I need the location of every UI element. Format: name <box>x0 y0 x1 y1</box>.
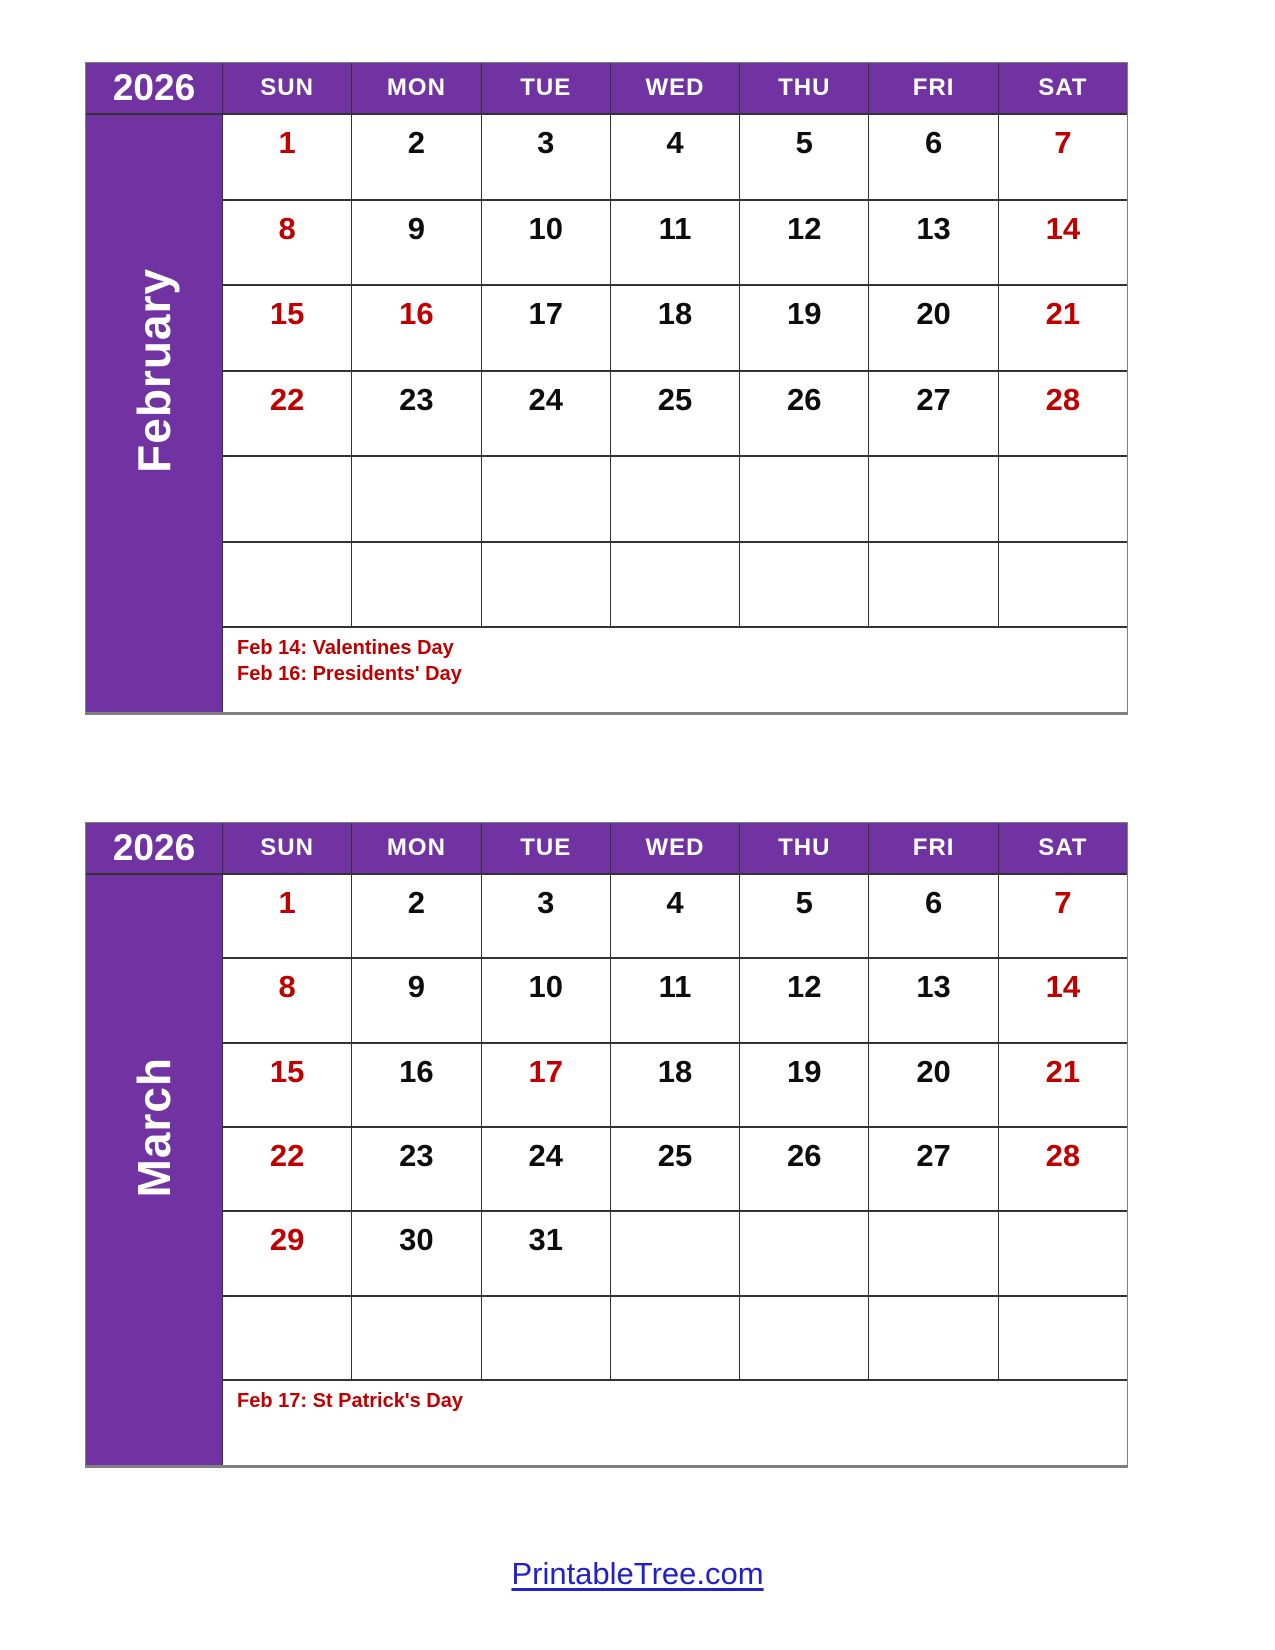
holiday-notes-february <box>223 628 1127 712</box>
day-header-mon: MON <box>352 823 480 873</box>
day-cell-march-1: 1 <box>223 875 351 957</box>
day-cell-march-30: 30 <box>352 1212 480 1294</box>
day-cell-march-17: 17 <box>482 1044 610 1126</box>
day-cell-march-2: 2 <box>352 875 480 957</box>
day-cell-empty <box>352 543 480 627</box>
day-cell-march-7: 7 <box>999 875 1127 957</box>
day-cell-february-24: 24 <box>482 372 610 456</box>
day-cell-empty <box>352 457 480 541</box>
day-cell-march-4: 4 <box>611 875 739 957</box>
day-cell-february-15: 15 <box>223 286 351 370</box>
day-cell-empty <box>611 457 739 541</box>
holiday-note: Feb 16: Presidents' Day <box>237 663 462 685</box>
day-cell-empty <box>611 1212 739 1294</box>
day-cell-march-15: 15 <box>223 1044 351 1126</box>
day-cell-february-16: 16 <box>352 286 480 370</box>
year-label: 2026 <box>86 823 222 873</box>
day-cell-march-10: 10 <box>482 959 610 1041</box>
day-cell-february-21: 21 <box>999 286 1127 370</box>
day-cell-march-31: 31 <box>482 1212 610 1294</box>
day-cell-february-1: 1 <box>223 115 351 199</box>
day-cell-march-26: 26 <box>740 1128 868 1210</box>
day-cell-february-12: 12 <box>740 201 868 285</box>
day-header-fri: FRI <box>869 63 997 113</box>
day-cell-empty <box>740 457 868 541</box>
month-name: February <box>128 268 180 473</box>
day-cell-empty <box>740 1297 868 1379</box>
day-header-thu: THU <box>740 63 868 113</box>
calendar-march-2026 <box>85 822 1128 1468</box>
day-cell-march-12: 12 <box>740 959 868 1041</box>
day-cell-february-8: 8 <box>223 201 351 285</box>
day-header-thu: THU <box>740 823 868 873</box>
day-cell-empty <box>352 1297 480 1379</box>
day-cell-march-22: 22 <box>223 1128 351 1210</box>
day-cell-february-4: 4 <box>611 115 739 199</box>
day-cell-march-20: 20 <box>869 1044 997 1126</box>
day-cell-march-24: 24 <box>482 1128 610 1210</box>
day-cell-february-11: 11 <box>611 201 739 285</box>
footer <box>0 1556 1275 1592</box>
day-cell-march-13: 13 <box>869 959 997 1041</box>
year-label: 2026 <box>86 63 222 113</box>
day-cell-empty <box>999 457 1127 541</box>
day-cell-empty <box>482 543 610 627</box>
month-name: March <box>128 1056 180 1198</box>
month-label-wrap <box>86 115 222 626</box>
day-cell-empty <box>611 543 739 627</box>
month-label-wrap <box>86 875 222 1379</box>
day-cell-empty <box>223 1297 351 1379</box>
day-cell-march-19: 19 <box>740 1044 868 1126</box>
day-cell-february-3: 3 <box>482 115 610 199</box>
day-header-tue: TUE <box>482 823 610 873</box>
day-cell-march-8: 8 <box>223 959 351 1041</box>
day-cell-empty <box>999 543 1127 627</box>
day-cell-february-27: 27 <box>869 372 997 456</box>
day-cell-february-17: 17 <box>482 286 610 370</box>
day-cell-empty <box>869 543 997 627</box>
day-cell-march-11: 11 <box>611 959 739 1041</box>
day-cell-february-7: 7 <box>999 115 1127 199</box>
day-cell-empty <box>999 1297 1127 1379</box>
day-cell-empty <box>223 543 351 627</box>
day-cell-february-20: 20 <box>869 286 997 370</box>
month-sidebar-february <box>86 115 222 712</box>
day-cell-february-5: 5 <box>740 115 868 199</box>
day-cell-march-18: 18 <box>611 1044 739 1126</box>
day-cell-march-6: 6 <box>869 875 997 957</box>
day-cell-empty <box>740 543 868 627</box>
holiday-note: Feb 17: St Patrick's Day <box>237 1390 463 1412</box>
day-cell-march-14: 14 <box>999 959 1127 1041</box>
day-cell-empty <box>999 1212 1127 1294</box>
day-cell-empty <box>869 1297 997 1379</box>
day-cell-empty <box>223 457 351 541</box>
holiday-note: Feb 14: Valentines Day <box>237 637 454 659</box>
day-cell-march-27: 27 <box>869 1128 997 1210</box>
day-cell-march-5: 5 <box>740 875 868 957</box>
day-cell-march-29: 29 <box>223 1212 351 1294</box>
day-cell-february-26: 26 <box>740 372 868 456</box>
day-cell-march-28: 28 <box>999 1128 1127 1210</box>
day-cell-march-3: 3 <box>482 875 610 957</box>
footer-site-link[interactable]: PrintableTree.com <box>511 1556 764 1591</box>
day-cell-february-6: 6 <box>869 115 997 199</box>
day-cell-february-19: 19 <box>740 286 868 370</box>
day-header-wed: WED <box>611 63 739 113</box>
day-cell-february-28: 28 <box>999 372 1127 456</box>
day-cell-february-2: 2 <box>352 115 480 199</box>
day-cell-march-25: 25 <box>611 1128 739 1210</box>
day-header-tue: TUE <box>482 63 610 113</box>
day-header-sun: SUN <box>223 823 351 873</box>
day-cell-february-18: 18 <box>611 286 739 370</box>
calendar-february-2026 <box>85 62 1128 715</box>
day-cell-empty <box>482 1297 610 1379</box>
day-cell-february-14: 14 <box>999 201 1127 285</box>
day-header-mon: MON <box>352 63 480 113</box>
day-cell-march-9: 9 <box>352 959 480 1041</box>
day-cell-march-16: 16 <box>352 1044 480 1126</box>
day-cell-march-23: 23 <box>352 1128 480 1210</box>
day-cell-empty <box>869 1212 997 1294</box>
day-header-sat: SAT <box>999 823 1127 873</box>
day-header-fri: FRI <box>869 823 997 873</box>
day-cell-february-23: 23 <box>352 372 480 456</box>
day-cell-february-25: 25 <box>611 372 739 456</box>
day-cell-empty <box>740 1212 868 1294</box>
day-cell-february-22: 22 <box>223 372 351 456</box>
holiday-notes-march <box>223 1381 1127 1465</box>
day-cell-empty <box>482 457 610 541</box>
day-header-wed: WED <box>611 823 739 873</box>
day-header-sat: SAT <box>999 63 1127 113</box>
day-cell-february-9: 9 <box>352 201 480 285</box>
day-cell-march-21: 21 <box>999 1044 1127 1126</box>
day-cell-empty <box>611 1297 739 1379</box>
day-cell-february-13: 13 <box>869 201 997 285</box>
day-header-sun: SUN <box>223 63 351 113</box>
month-sidebar-march <box>86 875 222 1465</box>
day-cell-february-10: 10 <box>482 201 610 285</box>
day-cell-empty <box>869 457 997 541</box>
